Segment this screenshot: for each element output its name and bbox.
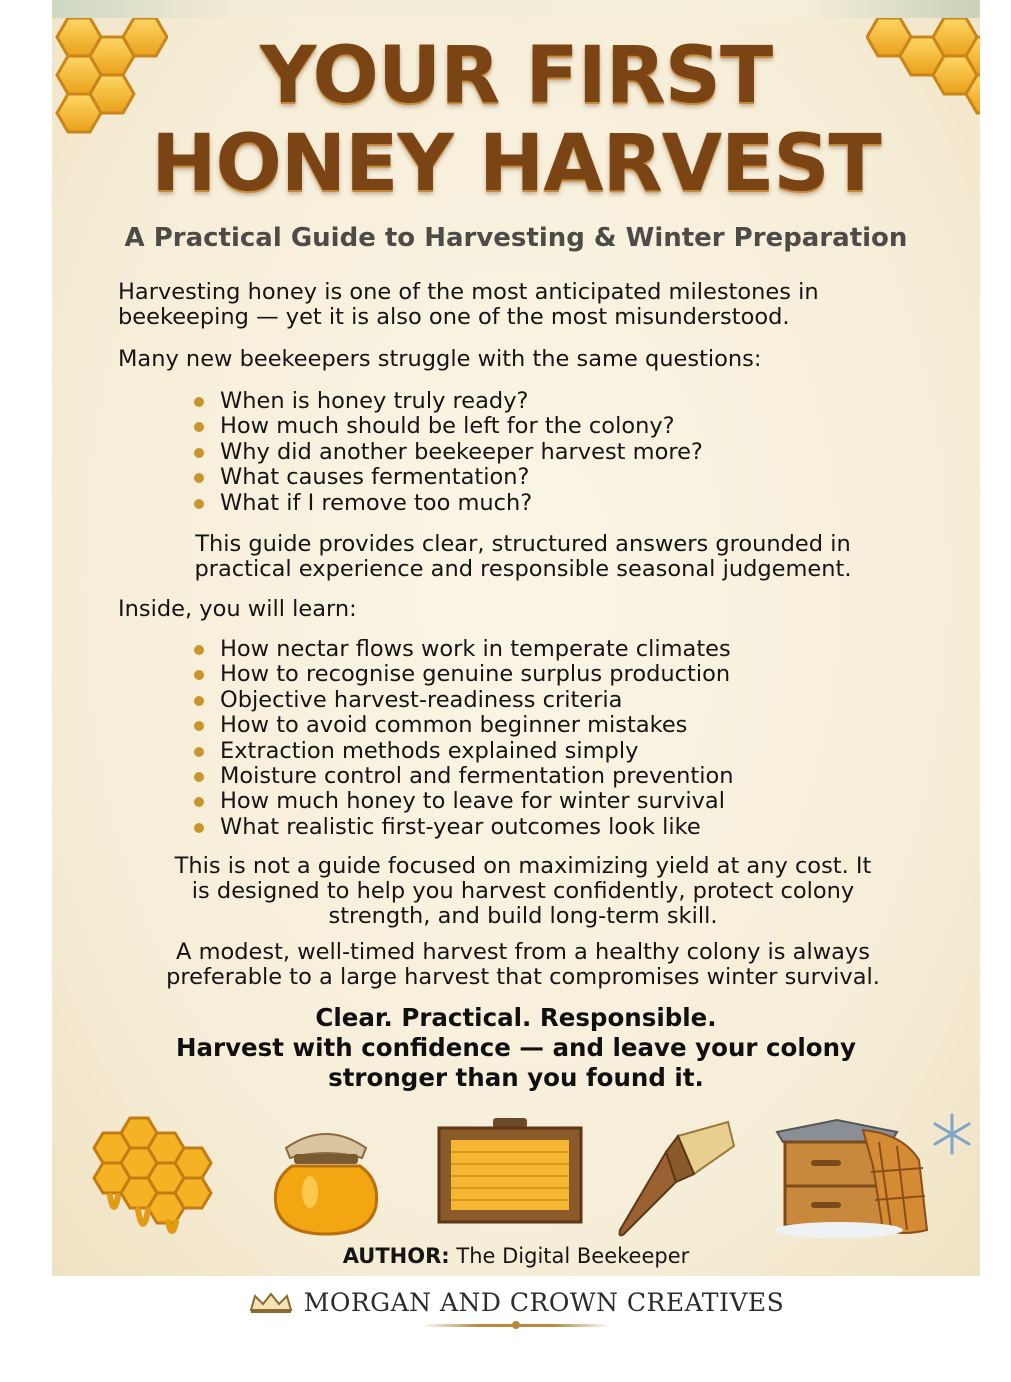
list-item: How to avoid common beginner mistakes — [220, 713, 734, 738]
list-item: What realistic first-year outcomes look like — [220, 815, 734, 840]
intro-paragraph — [118, 280, 928, 330]
focus-line: strength, and build long-term skill. — [328, 903, 718, 929]
footer-divider-dot — [512, 1321, 520, 1329]
top-photo-strip — [52, 0, 980, 18]
brand — [52, 1288, 980, 1320]
focus-line: This is not a guide focused on maximizing yield at any cost. It — [174, 853, 872, 879]
title-line-2: HONEY HARVEST — [151, 119, 881, 209]
list-item: Moisture control and fermentation prevention — [220, 763, 734, 790]
title-line-1: YOUR FIRST — [259, 31, 773, 121]
list-item: How to recognise genuine surplus production — [220, 662, 734, 687]
guide-line: This guide provides clear, structured answers grounded in — [195, 531, 851, 557]
author-name: The Digital Beekeeper — [456, 1244, 690, 1268]
list-item: Extraction methods explained simply — [220, 739, 734, 764]
poster — [52, 18, 980, 1276]
tagline-line: stronger than you found it. — [328, 1063, 704, 1092]
questions-list — [220, 389, 703, 516]
honey-jar-icon — [264, 1114, 388, 1238]
list-item: Objective harvest-readiness criteria — [220, 688, 734, 713]
honeycomb-icon — [90, 1112, 216, 1242]
guide-line: practical experience and responsible seasonal judgement. — [194, 556, 852, 582]
tagline-line: Harvest with confidence — and leave your colony — [175, 1033, 857, 1062]
intro-line: beekeeping — yet it is also one of the most misunderstood. — [118, 304, 790, 330]
focus-paragraph — [118, 854, 928, 929]
snowflake-icon — [930, 1112, 974, 1156]
author-label: AUTHOR: — [342, 1244, 450, 1268]
brand-name: MORGAN AND CROWN CREATIVES — [303, 1288, 785, 1317]
list-item: Why did another beekeeper harvest more? — [220, 438, 703, 465]
learn-list — [220, 637, 734, 840]
focus-line: is designed to help you harvest confidently, protect colony — [191, 878, 855, 904]
bee-brush-icon — [618, 1116, 740, 1242]
crown-icon — [248, 1292, 294, 1314]
guide-paragraph — [118, 532, 928, 582]
list-item: How nectar flows work in temperate climates — [220, 637, 734, 662]
list-item: What causes fermentation? — [220, 465, 703, 490]
list-item: What if I remove too much? — [220, 491, 703, 516]
questions-heading: Many new beekeepers struggle with the same questions: — [118, 346, 762, 372]
icon-row — [52, 1108, 980, 1243]
modest-paragraph — [118, 940, 928, 990]
list-item: How much honey to leave for winter survival — [220, 789, 734, 814]
poster-subtitle: A Practical Guide to Harvesting & Winter Preparation — [124, 223, 908, 253]
author-line — [52, 1244, 980, 1268]
list-item: When is honey truly ready? — [220, 389, 703, 414]
learn-heading: Inside, you will learn: — [118, 596, 357, 622]
list-item: How much should be left for the colony? — [220, 414, 703, 439]
tagline — [52, 1003, 980, 1093]
footer — [52, 1276, 980, 1331]
comb-frame-icon — [435, 1116, 585, 1228]
modest-line: A modest, well-timed harvest from a healthy colony is always — [176, 939, 870, 965]
modest-line: preferable to a large harvest that compromises winter survival. — [166, 964, 880, 990]
poster-title — [52, 32, 980, 208]
intro-line: Harvesting honey is one of the most anticipated milestones in — [118, 279, 819, 305]
tagline-line: Clear. Practical. Responsible. — [315, 1003, 717, 1032]
beehive-icon — [767, 1112, 937, 1242]
